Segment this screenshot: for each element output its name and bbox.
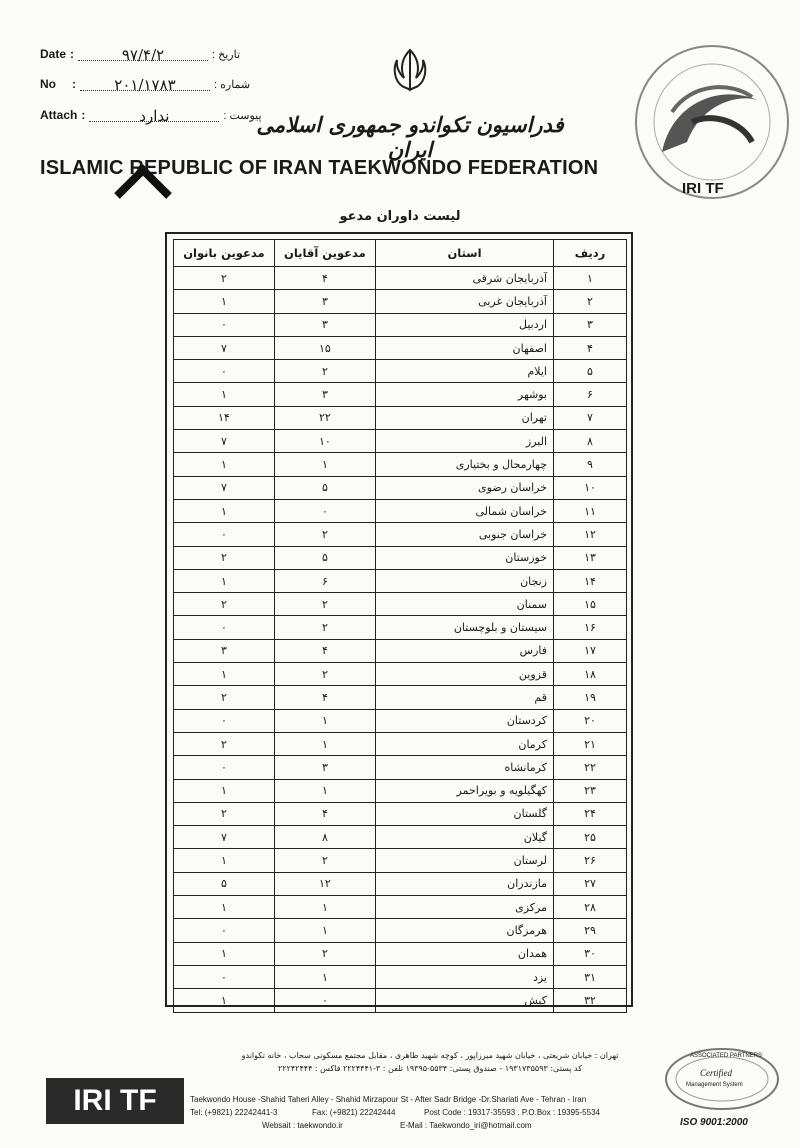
men-count-cell: ۱ [274, 779, 375, 802]
row-number-cell: ۳۲ [554, 989, 627, 1012]
table-row [174, 896, 627, 919]
table-row [174, 406, 627, 429]
header-row-no: ردیف [554, 240, 627, 267]
footer-logo: IRI TF [46, 1078, 184, 1124]
province-cell: اصفهان [376, 336, 554, 359]
province-cell: چهارمحال و بختیاری [376, 453, 554, 476]
row-number-cell: ۱۴ [554, 569, 627, 592]
seal-logo-text: IRI TF [682, 180, 724, 197]
row-number-cell: ۶ [554, 383, 627, 406]
table-row [174, 430, 627, 453]
table-row [174, 593, 627, 616]
province-cell: ایلام [376, 360, 554, 383]
province-cell: گلستان [376, 802, 554, 825]
men-count-cell: ۱۰ [274, 430, 375, 453]
header-men: مدعوین آقایان [274, 240, 375, 267]
chevron-logo-icon [113, 162, 173, 200]
federation-name-fa: فدراسیون تکواندو جمهوری اسلامی ایران [256, 112, 564, 162]
table-header-row [174, 240, 627, 267]
men-count-cell: ۲ [274, 360, 375, 383]
table-row [174, 663, 627, 686]
men-count-cell: ۲۲ [274, 406, 375, 429]
men-count-cell: ۴ [274, 267, 375, 290]
table-row [174, 919, 627, 942]
cert-mid-text: Certified [700, 1068, 732, 1078]
table-row [174, 290, 627, 313]
men-count-cell: ۸ [274, 826, 375, 849]
number-label: No [40, 77, 56, 91]
table-row [174, 546, 627, 569]
table-row [174, 616, 627, 639]
row-number-cell: ۲۶ [554, 849, 627, 872]
province-cell: همدان [376, 942, 554, 965]
row-number-cell: ۱۲ [554, 523, 627, 546]
province-cell: قزوین [376, 663, 554, 686]
province-cell: قم [376, 686, 554, 709]
number-value: ۲۰۱/۱۷۸۳ [80, 76, 210, 91]
men-count-cell: ۱ [274, 896, 375, 919]
federation-seal-icon [632, 42, 792, 202]
iso-label: ISO 9001:2000 [680, 1117, 748, 1128]
women-count-cell: ۱ [174, 499, 275, 522]
table-row [174, 686, 627, 709]
number-row: No : ۲۰۱/۱۷۸۳ شماره : [40, 76, 251, 94]
footer-tel: Tel: (+9821) 22242441-3 [190, 1108, 278, 1117]
table-row [174, 336, 627, 359]
row-number-cell: ۲۱ [554, 732, 627, 755]
footer-address-en: Taekwondo House -Shahid Taheri Alley - Shahid Mirzapour St - After Sadr Bridge -Dr.Shariati Ave - Tehran - Iran [190, 1095, 587, 1104]
men-count-cell: ۰ [274, 499, 375, 522]
men-count-cell: ۳ [274, 383, 375, 406]
row-number-cell: ۴ [554, 336, 627, 359]
table-row [174, 499, 627, 522]
province-cell: لرستان [376, 849, 554, 872]
province-cell: سمنان [376, 593, 554, 616]
row-number-cell: ۲۳ [554, 779, 627, 802]
row-number-cell: ۱۷ [554, 639, 627, 662]
men-count-cell: ۳ [274, 290, 375, 313]
row-number-cell: ۲۷ [554, 872, 627, 895]
women-count-cell: ۷ [174, 336, 275, 359]
province-cell: البرز [376, 430, 554, 453]
women-count-cell: ۰ [174, 523, 275, 546]
women-count-cell: ۰ [174, 616, 275, 639]
women-count-cell: ۲ [174, 802, 275, 825]
women-count-cell: ۱ [174, 453, 275, 476]
row-number-cell: ۸ [554, 430, 627, 453]
cert-top-text: ASSOCIATED PARTNERS [690, 1053, 763, 1059]
men-count-cell: ۱ [274, 453, 375, 476]
table-row [174, 989, 627, 1012]
table-row [174, 569, 627, 592]
men-count-cell: ۴ [274, 639, 375, 662]
women-count-cell: ۱ [174, 779, 275, 802]
men-count-cell: ۲ [274, 616, 375, 639]
table-row [174, 965, 627, 988]
men-count-cell: ۴ [274, 686, 375, 709]
men-count-cell: ۲ [274, 523, 375, 546]
women-count-cell: ۱ [174, 849, 275, 872]
province-cell: اردبیل [376, 313, 554, 336]
women-count-cell: ۳ [174, 639, 275, 662]
row-number-cell: ۱۰ [554, 476, 627, 499]
province-cell: فارس [376, 639, 554, 662]
table-row [174, 779, 627, 802]
row-number-cell: ۲۴ [554, 802, 627, 825]
table-row [174, 709, 627, 732]
men-count-cell: ۵ [274, 476, 375, 499]
date-row: Date : ۹۷/۴/۲ تاریخ : [40, 46, 241, 64]
province-cell: خوزستان [376, 546, 554, 569]
men-count-cell: ۵ [274, 546, 375, 569]
women-count-cell: ۰ [174, 756, 275, 779]
province-cell: آذربایجان غربی [376, 290, 554, 313]
referee-table [173, 239, 627, 1013]
table-row [174, 872, 627, 895]
women-count-cell: ۰ [174, 313, 275, 336]
province-cell: کیش [376, 989, 554, 1012]
women-count-cell: ۱ [174, 569, 275, 592]
province-cell: کرمانشاه [376, 756, 554, 779]
men-count-cell: ۶ [274, 569, 375, 592]
province-cell: کردستان [376, 709, 554, 732]
federation-name-en: ISLAMIC REPUBLIC OF IRAN TAEKWONDO FEDERATION [40, 157, 599, 179]
footer-fax: Fax: (+9821) 22242444 [312, 1108, 396, 1117]
row-number-cell: ۱۱ [554, 499, 627, 522]
table-row [174, 453, 627, 476]
province-cell: یزد [376, 965, 554, 988]
men-count-cell: ۴ [274, 802, 375, 825]
province-cell: مرکزی [376, 896, 554, 919]
table-row [174, 313, 627, 336]
women-count-cell: ۱ [174, 663, 275, 686]
table-row [174, 267, 627, 290]
row-number-cell: ۱۸ [554, 663, 627, 686]
attach-label-fa: پیوست : [223, 110, 262, 122]
row-number-cell: ۵ [554, 360, 627, 383]
men-count-cell: ۰ [274, 989, 375, 1012]
table-row [174, 802, 627, 825]
referee-table-frame [165, 232, 633, 1007]
table-row [174, 942, 627, 965]
men-count-cell: ۱ [274, 732, 375, 755]
province-cell: گیلان [376, 826, 554, 849]
province-cell: بوشهر [376, 383, 554, 406]
row-number-cell: ۱ [554, 267, 627, 290]
men-count-cell: ۱ [274, 709, 375, 732]
row-number-cell: ۳۰ [554, 942, 627, 965]
men-count-cell: ۳ [274, 313, 375, 336]
footer-email: E-Mail : Taekwondo_iri@hotmail.com [400, 1121, 532, 1130]
table-row [174, 476, 627, 499]
province-cell: کهگیلویه و بویراحمر [376, 779, 554, 802]
province-cell: تهران [376, 406, 554, 429]
women-count-cell: ۲ [174, 546, 275, 569]
row-number-cell: ۳ [554, 313, 627, 336]
header-province: استان [376, 240, 554, 267]
women-count-cell: ۰ [174, 919, 275, 942]
table-row [174, 732, 627, 755]
list-title: لیست داوران مدعو [339, 209, 461, 224]
row-number-cell: ۱۵ [554, 593, 627, 616]
province-cell: مازندران [376, 872, 554, 895]
table-row [174, 826, 627, 849]
footer-website: Websait : taekwondo.ir [262, 1121, 343, 1130]
women-count-cell: ۱ [174, 989, 275, 1012]
province-cell: سیستان و بلوچستان [376, 616, 554, 639]
province-cell: خراسان رضوی [376, 476, 554, 499]
women-count-cell: ۲ [174, 593, 275, 616]
women-count-cell: ۷ [174, 476, 275, 499]
cert-sub-text: Management System [686, 1082, 743, 1088]
province-cell: زنجان [376, 569, 554, 592]
date-value: ۹۷/۴/۲ [78, 46, 208, 61]
men-count-cell: ۳ [274, 756, 375, 779]
attach-value: ندارد [89, 107, 219, 122]
women-count-cell: ۰ [174, 360, 275, 383]
row-number-cell: ۲۲ [554, 756, 627, 779]
women-count-cell: ۱ [174, 383, 275, 406]
table-row [174, 360, 627, 383]
women-count-cell: ۵ [174, 872, 275, 895]
women-count-cell: ۰ [174, 965, 275, 988]
table-row [174, 523, 627, 546]
number-label-fa: شماره : [214, 79, 251, 91]
row-number-cell: ۲۵ [554, 826, 627, 849]
men-count-cell: ۱ [274, 965, 375, 988]
province-cell: هرمزگان [376, 919, 554, 942]
footer-address-fa: تهران : خیابان شریعتی ، خیابان شهید میرزاپور ، کوچه شهید طاهری ، مقابل مجتمع مسکونی سحاب ، خانه تکواندو [241, 1051, 619, 1060]
row-number-cell: ۱۳ [554, 546, 627, 569]
row-number-cell: ۳۱ [554, 965, 627, 988]
row-number-cell: ۹ [554, 453, 627, 476]
men-count-cell: ۲ [274, 593, 375, 616]
women-count-cell: ۲ [174, 686, 275, 709]
row-number-cell: ۲۸ [554, 896, 627, 919]
table-row [174, 383, 627, 406]
men-count-cell: ۲ [274, 663, 375, 686]
men-count-cell: ۲ [274, 942, 375, 965]
row-number-cell: ۲۹ [554, 919, 627, 942]
row-number-cell: ۷ [554, 406, 627, 429]
women-count-cell: ۱۴ [174, 406, 275, 429]
women-count-cell: ۱ [174, 896, 275, 919]
table-row [174, 756, 627, 779]
row-number-cell: ۲ [554, 290, 627, 313]
women-count-cell: ۱ [174, 290, 275, 313]
men-count-cell: ۲ [274, 849, 375, 872]
attach-row: Attach : ندارد پیوست : [40, 107, 262, 125]
footer-contact-fa: کد پستی: ۱۹۳۱۷۳۵۵۹۳ - صندوق پستی: ۵۵۳۴-۱۹۳۹۵ تلفن : ۳-۲۲۲۴۴۴۱ فاکس : ۲۲۲۴۲۴۴۴ [277, 1064, 583, 1073]
province-cell: خراسان جنوبی [376, 523, 554, 546]
footer-post-code: Post Code : 19317-35593 . P.O.Box : 19395-5534 [424, 1108, 600, 1117]
table-row [174, 849, 627, 872]
women-count-cell: ۲ [174, 732, 275, 755]
women-count-cell: ۲ [174, 267, 275, 290]
women-count-cell: ۷ [174, 430, 275, 453]
men-count-cell: ۱۲ [274, 872, 375, 895]
women-count-cell: ۰ [174, 709, 275, 732]
men-count-cell: ۱۵ [274, 336, 375, 359]
date-label-fa: تاریخ : [212, 49, 241, 61]
province-cell: کرمان [376, 732, 554, 755]
women-count-cell: ۱ [174, 942, 275, 965]
row-number-cell: ۲۰ [554, 709, 627, 732]
province-cell: آذربایجان شرقی [376, 267, 554, 290]
men-count-cell: ۱ [274, 919, 375, 942]
province-cell: خراسان شمالی [376, 499, 554, 522]
iran-emblem-icon [388, 46, 432, 94]
women-count-cell: ۷ [174, 826, 275, 849]
attach-label: Attach [40, 108, 78, 122]
table-row [174, 639, 627, 662]
row-number-cell: ۱۶ [554, 616, 627, 639]
header-women: مدعوین بانوان [174, 240, 275, 267]
date-label: Date [40, 47, 67, 61]
row-number-cell: ۱۹ [554, 686, 627, 709]
